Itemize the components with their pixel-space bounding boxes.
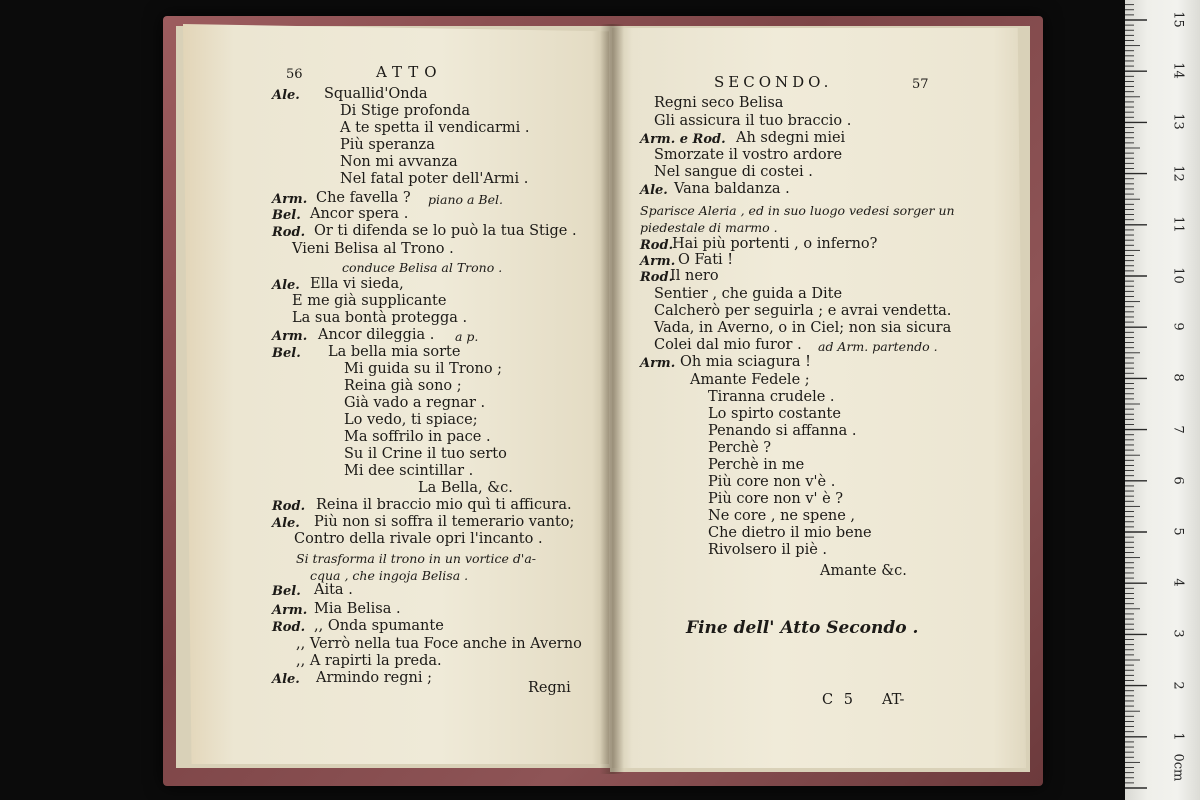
ruler-number: 1 — [1170, 732, 1186, 741]
verse-line: Perchè in me — [708, 457, 805, 473]
speaker-label: Arm. e Rod. — [640, 132, 726, 147]
ruler-number: 7 — [1170, 424, 1186, 434]
verse-line: ,, A rapirti la preda. — [296, 653, 442, 669]
left-catchword: Regni — [528, 680, 571, 696]
stage-direction: Si trasforma il trono in un vortice d'a- — [296, 551, 537, 566]
verse-line: La bella mia sorte — [328, 344, 461, 360]
speaker-label: Arm. — [272, 192, 308, 207]
stage-direction: ad Arm. partendo . — [818, 339, 938, 354]
verse-line: Sentier , che guida a Dite — [654, 286, 843, 302]
book-gutter — [600, 24, 624, 774]
speaker-label: Rod. — [640, 238, 674, 253]
speaker-label: Arm. — [640, 254, 676, 269]
verse-line: Aita . — [314, 582, 353, 598]
verse-line: Smorzate il vostro ardore — [654, 147, 843, 163]
signature-mark: C 5 — [822, 692, 856, 708]
verse-line: Armindo regni ; — [316, 670, 433, 686]
verse-line: Vada, in Averno, o in Ciel; non sia sicura — [654, 320, 952, 336]
verse-line: Più non si soffra il temerario vanto; — [314, 514, 575, 530]
ruler-number: 6 — [1170, 476, 1186, 485]
speaker-label: Arm. — [272, 329, 308, 344]
stage-direction: a p. — [455, 329, 479, 344]
ruler-number: 12 — [1170, 164, 1186, 182]
verse-line: Mi guida su il Trono ; — [344, 361, 503, 377]
ruler-ticks — [1125, 0, 1200, 800]
stage-direction: piedestale di marmo . — [640, 220, 778, 235]
speaker-label: Ale. — [272, 672, 300, 687]
stage-direction: conduce Belisa al Trono . — [342, 260, 503, 275]
verse-line: Più speranza — [340, 137, 435, 153]
verse-line: Che dietro il mio bene — [708, 525, 872, 541]
verse-line: Colei dal mio furor . — [654, 337, 802, 353]
verse-line: Reina il braccio mio quì ti afficura. — [316, 497, 572, 513]
verse-line: La Bella, &c. — [418, 480, 513, 496]
ruler-number: 11 — [1170, 216, 1186, 233]
verse-line: Su il Crine il tuo serto — [344, 446, 507, 462]
verse-line: Mi dee scintillar . — [344, 463, 474, 479]
ruler-number: 15 — [1170, 11, 1186, 28]
verse-line: Lo spirto costante — [708, 406, 841, 422]
verse-line: Nel sangue di costei . — [654, 164, 813, 180]
verse-line: Vana baldanza . — [674, 181, 790, 197]
ruler-number: 14 — [1170, 62, 1186, 79]
verse-line: ,, Verrò nella tua Foce anche in Averno — [296, 636, 582, 652]
verse-line: Non mi avvanza — [340, 154, 458, 170]
left-running-head: ATTO — [376, 63, 443, 81]
verse-line: Perchè ? — [708, 440, 772, 456]
verse-line: Più core non v'è . — [708, 474, 836, 490]
speaker-label: Ale. — [272, 88, 300, 103]
speaker-label: Rod. — [272, 499, 306, 514]
verse-line: Contro della rivale opri l'incanto . — [294, 531, 543, 547]
speaker-label: Rod. — [640, 270, 674, 285]
verse-line: Amante &c. — [820, 563, 907, 579]
verse-line: Nel fatal poter dell'Armi . — [340, 171, 529, 187]
right-running-head: SECONDO. — [714, 73, 833, 91]
stage-direction: Sparisce Aleria , ed in suo luogo vedesi sorger un — [640, 203, 955, 218]
verse-line: Oh mia sciagura ! — [680, 354, 811, 370]
speaker-label: Ale. — [640, 183, 668, 198]
right-page-number: 57 — [912, 77, 929, 92]
verse-line: Regni seco Belisa — [654, 95, 784, 111]
ruler-number: 3 — [1170, 629, 1186, 639]
verse-line: La sua bontà protegga . — [292, 310, 468, 326]
left-page-number: 56 — [286, 67, 303, 82]
right-catchword: AT- — [882, 692, 905, 708]
verse-line: E me già supplicante — [292, 293, 447, 309]
speaker-label: Rod. — [272, 620, 306, 635]
stage-direction: piano a Bel. — [428, 192, 503, 207]
verse-line: Ma soffrilo in pace . — [344, 429, 491, 445]
verse-line: Più core non v' è ? — [708, 491, 844, 507]
stage-direction: cqua , che ingoja Belisa . — [310, 568, 469, 583]
verse-line: Che favella ? — [316, 190, 411, 206]
speaker-label: Ale. — [272, 516, 300, 531]
ruler-number: 13 — [1170, 113, 1186, 131]
verse-line: Reina già sono ; — [344, 378, 462, 394]
verse-line: Calcherò per seguirla ; e avrai vendetta. — [654, 303, 952, 319]
ruler-number: 9 — [1170, 322, 1186, 331]
verse-line: Lo vedo, ti spiace; — [344, 412, 478, 428]
verse-line: Rivolsero il piè . — [708, 542, 828, 558]
verse-line: Vieni Belisa al Trono . — [292, 241, 454, 257]
verse-line: Gli assicura il tuo braccio . — [654, 113, 852, 129]
speaker-label: Bel. — [272, 208, 301, 223]
speaker-label: Rod. — [272, 225, 306, 240]
verse-line: Squallid'Onda — [324, 86, 428, 102]
verse-line: Amante Fedele ; — [690, 372, 810, 388]
verse-line: Mia Belisa . — [314, 601, 401, 617]
ruler-number: 5 — [1170, 527, 1186, 536]
verse-line: Hai più portenti , o inferno? — [672, 236, 878, 252]
ruler-unit-label: 0cm — [1170, 753, 1186, 782]
measuring-ruler — [1125, 0, 1200, 800]
verse-line: Il nero — [670, 268, 719, 284]
speaker-label: Bel. — [272, 346, 301, 361]
verse-line: Or ti difenda se lo può la tua Stige . — [314, 223, 577, 239]
verse-line: ,, Onda spumante — [314, 618, 444, 634]
verse-line: Ancor spera . — [310, 206, 409, 222]
speaker-label: Arm. — [272, 603, 308, 618]
speaker-label: Arm. — [640, 356, 676, 371]
verse-line: Ancor dileggia . — [318, 327, 435, 343]
verse-line: Ne core , ne spene , — [708, 508, 856, 524]
verse-line: Tiranna crudele . — [708, 389, 835, 405]
verse-line: A te spetta il vendicarmi . — [340, 120, 530, 136]
verse-line: O Fati ! — [678, 252, 734, 268]
ruler-number: 4 — [1170, 578, 1186, 587]
verse-line: Ah sdegni miei — [736, 130, 846, 146]
ruler-number: 10 — [1170, 267, 1186, 284]
verse-line: Penando si affanna . — [708, 423, 857, 439]
ruler-number: 8 — [1170, 373, 1186, 383]
speaker-label: Ale. — [272, 278, 300, 293]
speaker-label: Bel. — [272, 584, 301, 599]
end-of-act-text: Fine dell' Atto Secondo . — [686, 618, 919, 638]
verse-line: Ella vi sieda, — [310, 276, 404, 292]
ruler-number: 2 — [1170, 680, 1186, 690]
verse-line: Già vado a regnar . — [344, 395, 486, 411]
verse-line: Di Stige profonda — [340, 103, 471, 119]
